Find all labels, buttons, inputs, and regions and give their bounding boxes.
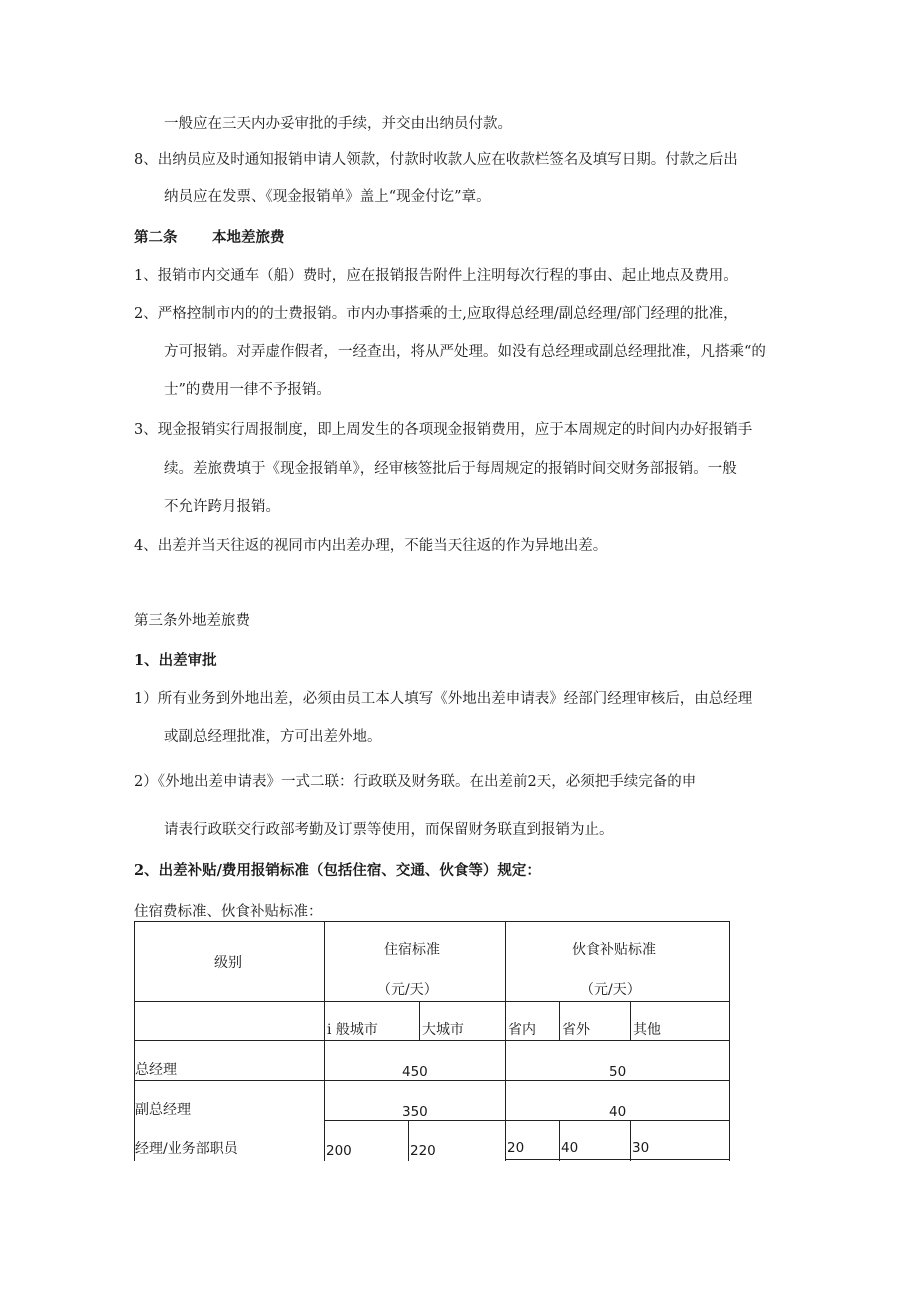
section-title: 第三条外地差旅费 bbox=[134, 613, 250, 629]
para-item: 2、严格控制市内的的士费报销。市内办事搭乘的士,应取得总经理/副总经理/部门经理的批准， bbox=[134, 306, 738, 322]
subsection-title: 1、出差审批 bbox=[134, 652, 217, 669]
para-line: 不允许跨月报销。 bbox=[164, 499, 280, 515]
subheader-general-city: i 般城市 bbox=[327, 1022, 378, 1038]
para-item: 1）所有业务到外地出差，必须由员工本人填写《外地出差申请表》经部门经理审核后，由总经理 bbox=[134, 691, 753, 707]
table-caption: 住宿费标准、伙食补贴标准： bbox=[134, 904, 323, 920]
row-meal-out: 40 bbox=[561, 1140, 579, 1156]
row-meal-in: 20 bbox=[507, 1140, 525, 1156]
para-item: 2）《外地出差申请表》一式二联：行政联及财务联。在出差前2天，必须把手续完备的申 bbox=[134, 774, 697, 790]
row-level: 总经理 bbox=[135, 1062, 177, 1078]
para-line: 续。差旅费填于《现金报销单》，经审核签批后于每周规定的报销时间交财务部报销。一般 bbox=[164, 461, 737, 477]
header-lodging-unit: （元/天） bbox=[377, 982, 438, 998]
row-level: 副总经理 bbox=[135, 1102, 191, 1118]
para-item: 1、报销市内交通车（船）费时，应在报销报告附件上注明每次行程的事由、起止地点及费用。 bbox=[134, 268, 738, 284]
header-lodging: 住宿标准 bbox=[384, 942, 440, 958]
section-label: 第二条 bbox=[134, 229, 178, 246]
subheader-big-city: 大城市 bbox=[422, 1022, 464, 1038]
header-level: 级别 bbox=[214, 955, 242, 971]
row-lodging: 450 bbox=[402, 1064, 428, 1080]
para-line: 请表行政联交行政部考勤及订票等使用，而保留财务联直到报销为止。 bbox=[164, 822, 614, 838]
header-meal: 伙食补贴标准 bbox=[572, 942, 656, 958]
row-meal-other: 30 bbox=[632, 1140, 650, 1156]
allowance-table bbox=[134, 921, 730, 1161]
para-line: 方可报销。对弄虚作假者，一经查出，将从严处理。如没有总经理或副总经理批准，凡搭乘“的 bbox=[164, 344, 766, 360]
header-meal-unit: （元/天） bbox=[580, 982, 641, 998]
para-item: 4、出差并当天往返的视同市内出差办理，不能当天往返的作为异地出差。 bbox=[134, 538, 608, 554]
row-lodging-general: 200 bbox=[326, 1143, 352, 1159]
row-level: 经理/业务部职员 bbox=[135, 1141, 238, 1157]
para-line: 士”的费用一律不予报销。 bbox=[164, 382, 331, 398]
para-line: 或副总经理批准，方可出差外地。 bbox=[164, 729, 382, 745]
section-title: 本地差旅费 bbox=[212, 229, 285, 246]
row-meal: 40 bbox=[609, 1104, 627, 1120]
subheader-out-province: 省外 bbox=[562, 1022, 590, 1038]
row-lodging: 350 bbox=[402, 1104, 428, 1120]
para-line: 纳员应在发票、《现金报销单》盖上“现金付讫”章。 bbox=[164, 189, 491, 205]
row-lodging-big: 220 bbox=[410, 1143, 436, 1159]
row-meal: 50 bbox=[609, 1064, 627, 1080]
para-line: 一般应在三天内办妥审批的手续，并交由出纳员付款。 bbox=[164, 116, 512, 132]
subheader-in-province: 省内 bbox=[508, 1022, 536, 1038]
para-item-8: 8、出纳员应及时通知报销申请人领款，付款时收款人应在收款栏签名及填写日期。付款之后出 bbox=[134, 152, 738, 168]
para-item: 3、现金报销实行周报制度，即上周发生的各项现金报销费用，应于本周规定的时间内办好报销手 bbox=[134, 422, 753, 438]
subheader-other: 其他 bbox=[633, 1022, 661, 1038]
subsection-title: 2、出差补贴/费用报销标准（包括住宿、交通、伙食等）规定： bbox=[134, 862, 541, 879]
